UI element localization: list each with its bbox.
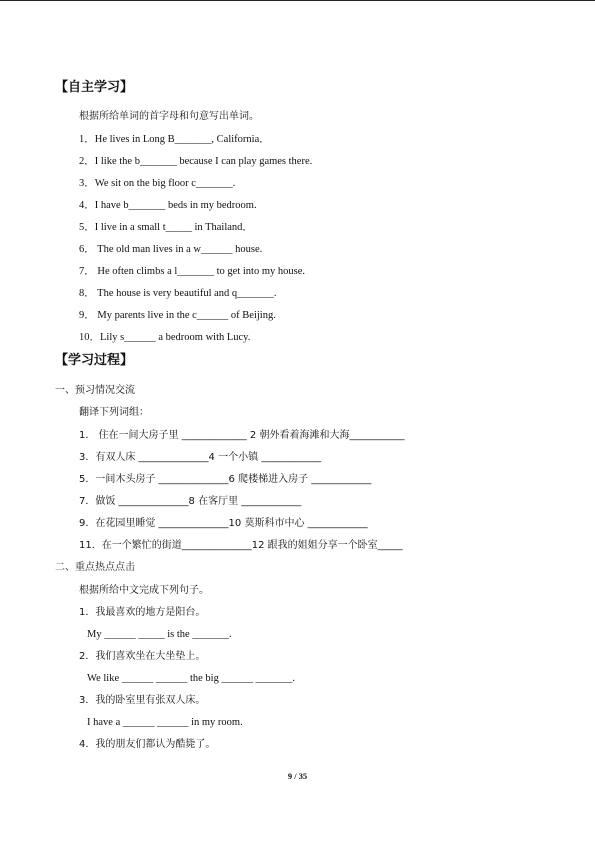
sentence-prompt: 2．我们喜欢坐在大坐垫上。: [79, 651, 206, 662]
exercise-item: 10．Lily s______ a bedroom with Lucy.: [79, 332, 251, 343]
sentence-blank: My ______ _____ is the _______.: [87, 629, 232, 640]
top-rule: [0, 0, 595, 1]
exercise-item: 4．I have b_______ beds in my bedroom.: [79, 200, 257, 211]
part-instruction: 翻译下列词组：: [79, 407, 149, 418]
part-heading: 二、重点热点点击: [55, 562, 135, 573]
exercise-item: 7． He often climbs a l_______ to get into my house.: [79, 266, 306, 277]
section-title-learning-process: 【学习过程】: [55, 353, 134, 368]
section-instruction: 根据所给单词的首字母和句意写出单词。: [79, 111, 259, 122]
sentence-prompt: 1．我最喜欢的地方是阳台。: [79, 607, 206, 618]
page-number: 9 / 35: [287, 771, 308, 781]
translation-item: 7．做饭 ______________8 在客厅里 ____________: [79, 496, 302, 507]
exercise-item: 2．I like the b_______ because I can play games there.: [79, 156, 313, 167]
exercise-item: 5．I live in a small t_____ in Thailand．: [79, 222, 253, 233]
sentence-blank: We like ______ ______ the big ______ _______.: [87, 673, 295, 684]
translation-item: 5．一间木头房子 ______________6 爬楼梯进入房子 ____________: [79, 474, 372, 485]
part-heading: 一、预习情况交流: [55, 385, 135, 396]
exercise-item: 8． The house is very beautiful and q_______.: [79, 288, 277, 299]
sentence-prompt: 4．我的朋友们都认为酷毙了。: [79, 739, 216, 750]
section-title-self-study: 【自主学习】: [55, 80, 134, 95]
translation-item: 3．有双人床 ______________4 一个小镇 ____________: [79, 452, 322, 463]
translation-item: 11．在一个繁忙的街道______________12 跟我的姐姐分享一个卧室_____: [79, 540, 403, 551]
translation-item: 9．在花园里睡觉 ______________10 莫斯科市中心 ____________: [79, 518, 368, 529]
exercise-item: 1．He lives in Long B_______, California．: [79, 134, 270, 145]
exercise-item: 9． My parents live in the c______ of Beijing.: [79, 310, 276, 321]
sentence-prompt: 3．我的卧室里有张双人床。: [79, 695, 206, 706]
sentence-blank: I have a ______ ______ in my room.: [87, 717, 243, 728]
exercise-item: 6． The old man lives in a w______ house.: [79, 244, 263, 255]
translation-item: 1． 住在一间大房子里 _____________ 2 朝外看着海滩和大海___________: [79, 430, 405, 441]
exercise-item: 3．We sit on the big floor c_______.: [79, 178, 236, 189]
part-instruction: 根据所给中文完成下列句子。: [79, 585, 209, 596]
